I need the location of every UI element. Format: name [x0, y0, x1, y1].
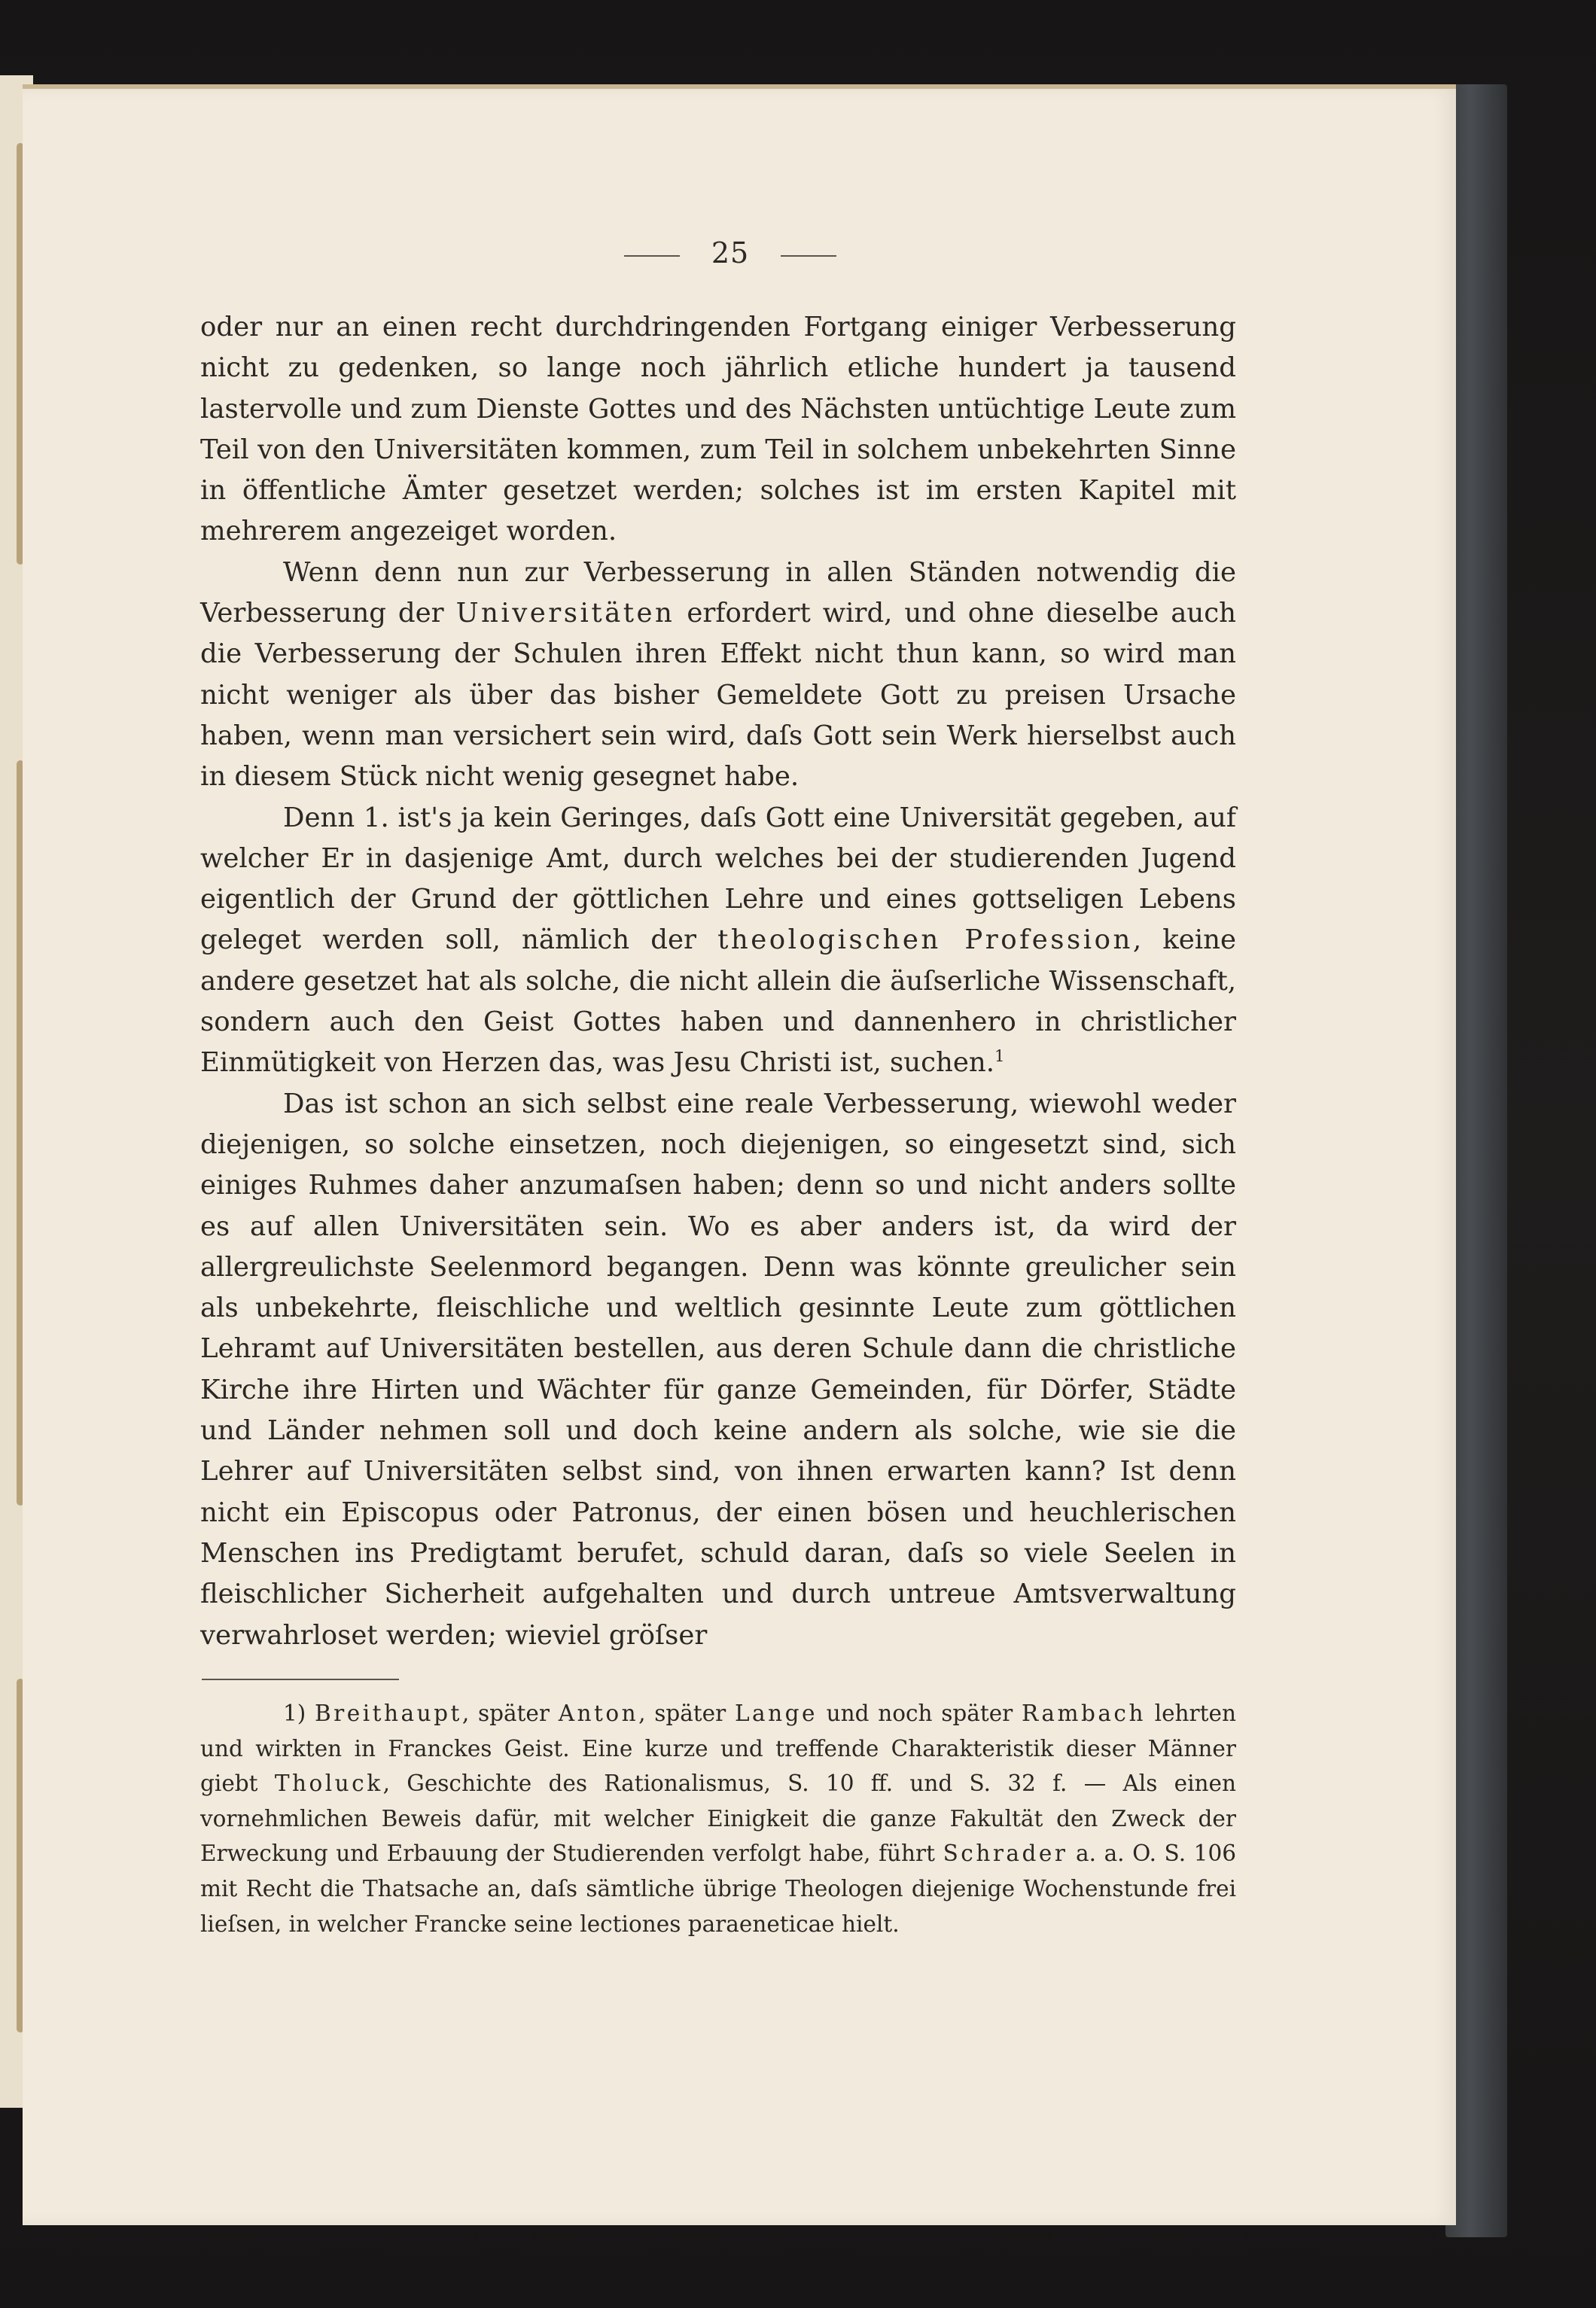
footnote-name: Lange	[734, 1701, 818, 1726]
footnote-name: Breithaupt	[315, 1701, 462, 1726]
page-number: 25	[711, 236, 750, 269]
footnote-marker: 1)	[283, 1701, 306, 1726]
book-page	[23, 84, 1456, 2225]
main-text	[200, 307, 1236, 1656]
footnote-reference: 1	[994, 1047, 1005, 1067]
footnote-separator	[202, 1679, 399, 1680]
footnote-name: Rambach	[1022, 1701, 1146, 1726]
paragraph-3: Denn 1. ist's ja kein Geringes, daſs Gott eine Universität gegeben, auf welcher Er in dasjenige Amt, durch welches bei der studierenden Jugend eigentlich der Grund der göttlichen Lehre und eines gottseligen Lebens geleget werden soll, nämlich der theologischen Profession, keine andere gesetzet hat als solche, die nicht allein die äuſserliche Wissenschaft, sondern auch den Geist Gottes haben und dannenhero in christlicher Einmütigkeit von Herzen das, was Jesu Christi ist, suchen.$^1$	[200, 802, 1236, 1079]
emphasis-spaced: Universitäten	[455, 598, 675, 629]
paragraph-4: Das ist schon an sich selbst eine reale Verbesserung, wiewohl weder diejenigen, so solche einsetzen, noch diejenigen, so eingesetzt sind, sich einiges Ruhmes daher anzumaſsen haben; denn so und nicht anders sollte es auf allen Universitäten sein. Wo es aber anders ist, da wird der allergreulichste Seelenmord begangen. Denn was könnte greulicher sein als unbekehrte, fleischliche und weltlich gesinnte Leute zum göttlichen Lehramt auf Universitäten bestellen, aus deren Schule dann die christliche Kirche ihre Hirten und Wächter für ganze Gemeinden, für Dörfer, Städte und Länder nehmen soll und doch keine andern als solche, wie sie die Lehrer auf Universitäten selbst sind, von ihnen erwarten kann? Ist denn nicht ein Episcopus oder Patronus, der einen bösen und heuchlerischen Menschen ins Predigtamt berufet, schuld daran, daſs so viele Seelen in fleischlicher Sicherheit aufgehalten und durch untreue Amtsverwaltung verwahrloset werden; wieviel gröſser	[200, 1088, 1236, 1651]
footnote: 1) Breithaupt, später Anton, später Lange und noch später Rambach lehrten und wirkten in Franckes Geist. Eine kurze und treffende Charakteristik dieser Männer giebt Tholuck, Geschichte des Rationalismus, S. 10 ff. und S. 32 f. — Als einen vornehmlichen Beweis dafür, mit welcher Einigkeit die ganze Fakultät den Zweck der Erweckung und Erbauung der Studierenden verfolgt habe, führt Schrader a. a. O. S. 106 mit Recht die Thatsache an, daſs sämtliche übrige Theologen diejenige Wochenstunde frei lieſsen, in welcher Francke seine lectiones paraeneticae hielt.	[200, 1701, 1236, 1937]
footnote-name: Tholuck	[274, 1771, 383, 1797]
paragraph-2: Wenn denn nun zur Verbesserung in allen Ständen notwendig die Verbesserung der Universitäten erfordert wird, und ohne dieselbe auch die Verbesserung der Schulen ihren Effekt nicht thun kann, so wird man nicht weniger als über das bisher Gemeldete Gott zu preisen Ursache haben, wenn man versichert sein wird, daſs Gott sein Werk hierselbst auch in diesem Stück nicht wenig gesegnet habe.	[200, 556, 1237, 793]
footnote-name: Anton	[558, 1701, 639, 1726]
emphasis-spaced: theologischen Profession	[717, 924, 1133, 956]
page-header	[23, 236, 1438, 269]
paragraph-1: oder nur an einen recht durchdringenden Fortgang einiger Verbesserung nicht zu gedenken, so lange noch jährlich etliche hundert ja tausend lastervolle und zum Dienste Gottes und des Nächsten untüchtige Leute zum Teil von den Universitäten kommen, zum Teil in solchem unbekehrten Sinne in öffentliche Ämter gesetzet werden; solches ist im ersten Kapitel mit mehrerem angezeiget worden.	[200, 312, 1236, 547]
footnote-name: Schrader	[943, 1841, 1068, 1867]
